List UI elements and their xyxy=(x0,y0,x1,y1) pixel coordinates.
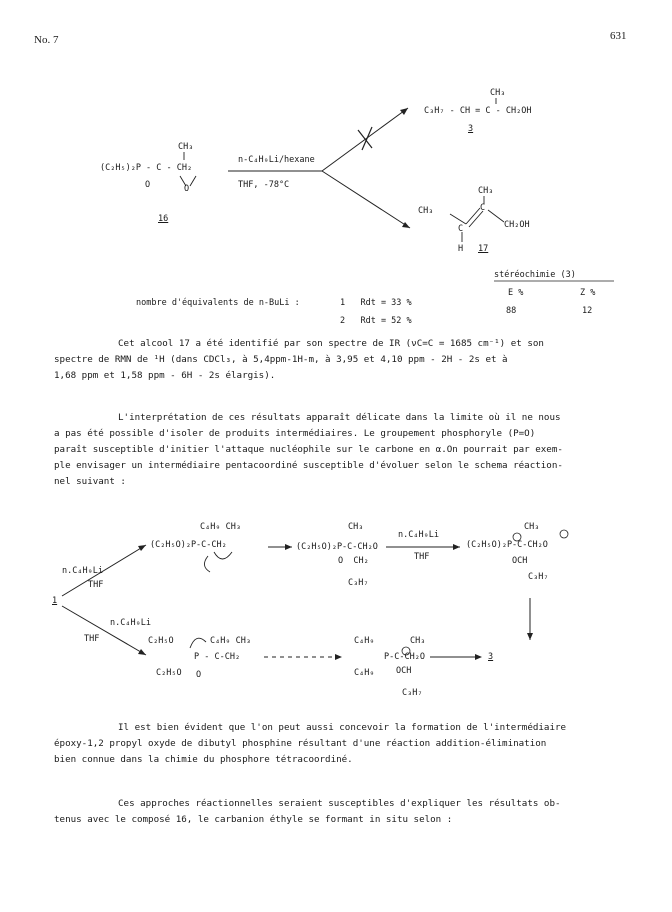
low1-core: P - C-CH₂ xyxy=(194,652,241,662)
int3-top: CH₃ xyxy=(524,522,540,532)
int3-sub2: C₃H₇ xyxy=(528,572,549,582)
para1-line2: spectre de RMN de ¹H (dans CDCl₃, à 5,4ppm-1H-m, à 3,95 et 4,10 ppm - 2H - 2s et à xyxy=(54,354,508,365)
stereo-z-header: Z % xyxy=(580,288,596,298)
reagent-c-solvent: THF xyxy=(414,552,430,562)
low2-top: CH₃ xyxy=(410,636,426,646)
product-3-methyl: CH₃ xyxy=(490,88,506,98)
int2-top: CH₃ xyxy=(348,522,364,532)
reagent-butyllithium-hexane: n-C₄H₉Li/hexane xyxy=(238,155,315,165)
page-header-left: No. 7 xyxy=(34,34,59,46)
low2-butyl-b: C₄H₉ xyxy=(354,668,375,678)
equiv-label: nombre d'équivalents de n-BuLi : xyxy=(136,298,300,308)
product-17-methyl-left: CH₃ xyxy=(418,206,434,216)
stereo-e-header: E % xyxy=(508,288,524,298)
page-number: 631 xyxy=(610,30,627,42)
reagent-c: n.C₄H₉Li xyxy=(398,530,439,540)
scheme2-start-1: 1 xyxy=(52,596,58,606)
int1-top: C₄H₉ CH₃ xyxy=(200,522,241,532)
scheme2-reagent-a: n.C₄H₉Li xyxy=(62,566,103,576)
para4-line1: Ces approches réactionnelles seraient susceptibles d'expliquer les résultats ob- xyxy=(118,798,561,809)
para2-line4: ple envisager un intermédiaire pentacoordiné susceptible d'évoluer selon le schema réaction- xyxy=(54,460,563,471)
para3-line3: bien connue dans la chimie du phosphore tétracoordiné. xyxy=(54,754,353,765)
reactant-16-epoxide-o: O xyxy=(184,184,190,194)
para2-line5: nel suivant : xyxy=(54,476,126,487)
low2-butyl-a: C₄H₉ xyxy=(354,636,375,646)
paragraph-approaches xyxy=(54,796,622,828)
stereo-title: stéréochimie (3) xyxy=(494,270,576,280)
low1-o: O xyxy=(196,670,202,680)
product-17-ch2oh: CH₂OH xyxy=(504,220,530,230)
low2-sub2: C₃H₇ xyxy=(402,688,423,698)
reactant-16-phosphoryl-o: O xyxy=(145,180,151,190)
product-17-methyl-top: CH₃ xyxy=(478,186,494,196)
low2-core: P-C-CH₂O xyxy=(384,652,425,662)
para1-line3: 1,68 ppm et 1,58 ppm - 6H - 2s élargis). xyxy=(54,370,276,381)
int2-sub1: O CH₂ xyxy=(338,556,369,566)
paragraph-epoxy xyxy=(54,720,622,768)
low1-ethoxy-a: C₂H₅O xyxy=(148,636,174,646)
scheme2-reagent-b-solvent: THF xyxy=(84,634,100,644)
low1-ethoxy-b: C₂H₅O xyxy=(156,668,182,678)
product-17-h: H xyxy=(458,244,464,254)
int2-sub2: C₃H₇ xyxy=(348,578,369,588)
reactant-16-methyl: CH₃ xyxy=(178,142,194,152)
reagent-conditions: THF, -78°C xyxy=(238,180,290,190)
para2-line2: a pas été possible d'isoler de produits intermédiaires. Le groupement phosphoryle (P=O) xyxy=(54,428,536,439)
int3-formula: (C₂H₅O)₂P-C-CH₂O xyxy=(466,540,548,550)
para1-line1: Cet alcool 17 a été identifié par son spectre de IR (νC=C = 1685 cm⁻¹) et son xyxy=(118,338,544,349)
low2-sub1: OCH xyxy=(396,666,412,676)
compound-16-label: 16 xyxy=(158,214,169,224)
reactant-16-formula: (C₂H₅)₂P - C - CH₂ xyxy=(100,163,193,173)
para4-line2: tenus avec le composé 16, le carbanion éthyle se formant in situ selon : xyxy=(54,814,453,825)
int3-sub1: OCH xyxy=(512,556,528,566)
int2-formula: (C₂H₅O)₂P-C-CH₂O xyxy=(296,542,378,552)
product-3-formula: C₃H₇ - CH = C - CH₂OH xyxy=(424,106,532,116)
para2-line3: paraît susceptible d'initier l'attaque nucléophile sur le carbone en α.On pourrait par exem- xyxy=(54,444,563,455)
equiv-1-yield: 1 Rdt = 33 % xyxy=(340,298,412,308)
para2-line1: L'interprétation de ces résultats apparaît délicate dans la limite où il ne nous xyxy=(118,412,561,423)
product-17-c2: C xyxy=(480,203,486,213)
compound-17-label: 17 xyxy=(478,244,489,254)
equiv-2-yield: 2 Rdt = 52 % xyxy=(340,316,412,326)
para3-line2: époxy-1,2 propyl oxyde de dibutyl phosphine résultant d'une réaction addition-élimination xyxy=(54,738,547,749)
stereo-e-value: 88 xyxy=(506,306,517,316)
para3-line1: Il est bien évident que l'on peut aussi concevoir la formation de l'intermédiaire xyxy=(118,722,567,733)
stereo-z-value: 12 xyxy=(582,306,593,316)
compound-3-label: 3 xyxy=(468,124,474,134)
scheme2-reagent-b: n.C₄H₉Li xyxy=(110,618,151,628)
low1-top: C₄H₉ CH₃ xyxy=(210,636,251,646)
int1-formula: (C₂H₅O)₂P-C-CH₂ xyxy=(150,540,227,550)
product-17-c1: C xyxy=(458,224,464,234)
scheme2-product-3: 3 xyxy=(488,652,494,662)
scheme2-reagent-a-solvent: THF xyxy=(88,580,104,590)
